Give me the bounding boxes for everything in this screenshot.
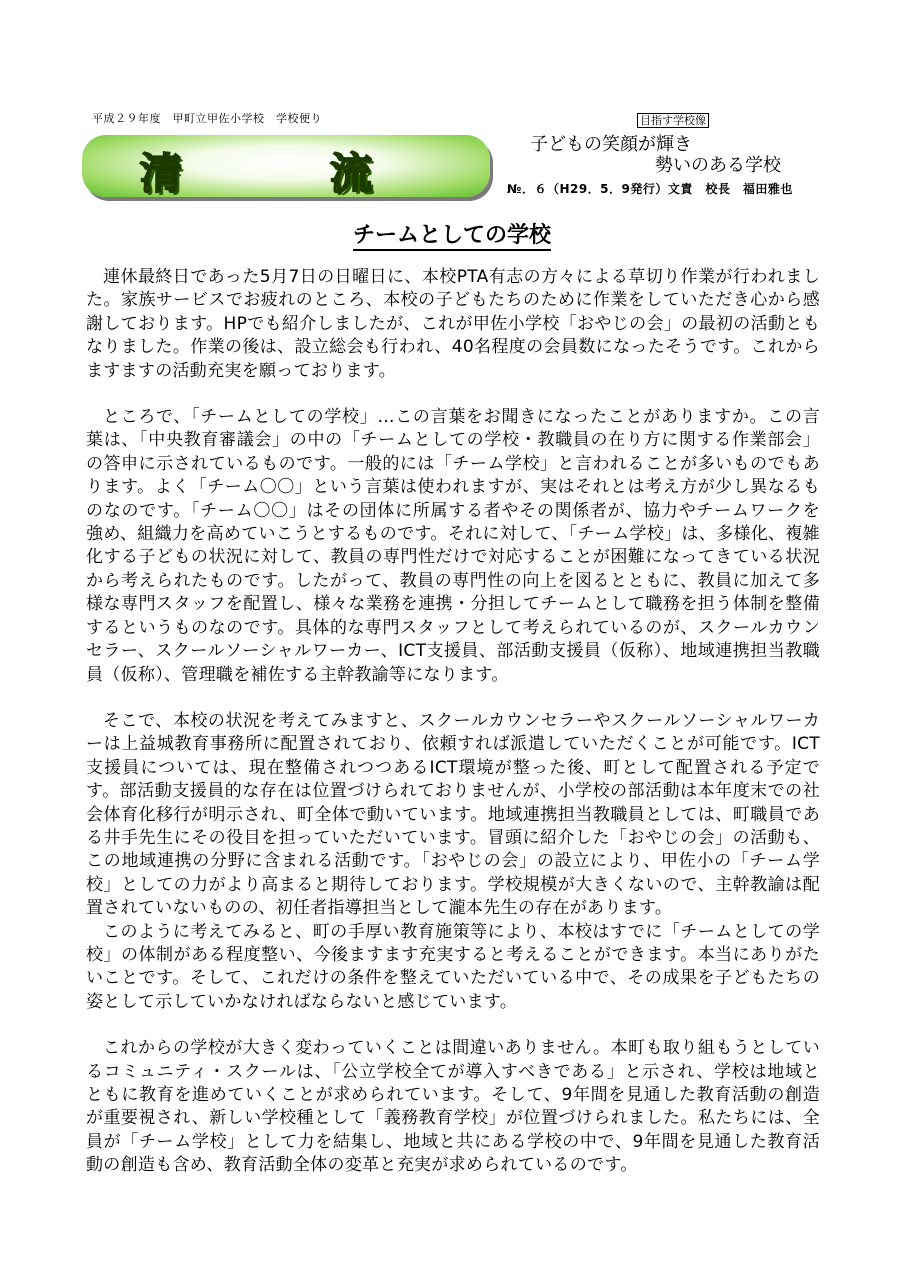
issue-info: №．６（H29．5．9発行）文責 校長 福田雅也 <box>507 182 793 196</box>
paragraph-3: そこで、本校の状況を考えてみますと、スクールカウンセラーやスクールソーシャルワーカーは上益城教育事務所に配置されており、依頼すれば派遣していただくことが可能です。ICT支援員については、現在整備されつつあるICT環境が整った後、町として配置される予定です。部活動支援員的な存在は位置づけられておりませんが、小学校の部活動は本年度末での社会体育化移行が明示され、町全体で動いています。地域連携担当教職員としては、町職員である井手先生にその役目を担っていただいています。冒頭に紹介した「おやじの会」の活動も、この地域連携の分野に含まれる活動です。「おやじの会」の設立により、甲佐小の「チーム学校」としての力がより高まると期待しております。学校規模が大きくないので、主幹教諭は配置されていないものの、初任者指導担当として瀧本先生の存在があります。 <box>86 710 820 919</box>
article-body <box>86 266 820 1178</box>
paragraph-2: ところで、「チームとしての学校」…この言葉をお聞きになったことがありますか。この言葉は、「中央教育審議会」の中の「チームとしての学校・教職員の在り方に関する作業部会」の答申に示されているものです。一般的には「チーム学校」と言われることが多いものでもあります。よく「チーム〇〇」という言葉は使われますが、実はそれとは考え方が少し異なるものなのです。「チーム〇〇」はその団体に所属する者やその関係者が、協力やチームワークを強め、組織力を高めていこうとするものです。それに対して、「チーム学校」は、多様化、複雑化する子どもの状況に対して、教員の専門性だけで対応することが困難になってきている状況から考えられたものです。したがって、教員の専門性の向上を図るとともに、教員に加えて多様な専門スタッフを配置し、様々な業務を連携・分担してチームとして職務を担う体制を整備するというものなのです。具体的な専門スタッフとして考えられているのが、スクールカウンセラー、スクールソーシャルワーカー、ICT支援員、部活動支援員（仮称）、地域連携担当教職員（仮称）、管理職を補佐する主幹教諭等になります。 <box>86 407 820 685</box>
newsletter-logo <box>82 135 490 197</box>
motto-line-1: 子どもの笑顔が輝き <box>530 134 692 155</box>
motto-label: 目指す学校像 <box>637 113 709 128</box>
logo-char-ryu: 流 <box>330 149 375 198</box>
paragraph-5: これからの学校が大きく変わっていくことは間違いありません。本町も取り組もうとしているコミュニティ・スクールは、「公立学校全てが導入すべきである」と示され、学校は地域とともに教育を進めていくことが求められています。そして、9年間を見通した教育活動の創造が重要視され、新しい学校種として「義務教育学校」が位置づけられました。私たちには、全員が「チーム学校」として力を結集し、地域と共にある学校の中で、9年間を見通した教育活動の創造も含め、教育活動全体の変革と充実が求められているのです。 <box>86 1038 820 1176</box>
paragraph-4: このように考えてみると、町の手厚い教育施策等により、本校はすでに「チームとしての学校」の体制がある程度整い、今後ますます充実すると考えることができます。本当にありがたいことです。そして、これだけの条件を整えていただいている中で、その成果を子どもたちの姿として示していかなければならないと感じています。 <box>86 921 820 1012</box>
paragraph-1: 連休最終日であった5月7日の日曜日に、本校PTA有志の方々による草切り作業が行われました。家族サービスでお疲れのところ、本校の子どもたちのために作業をしていただき心から感謝しております。HPでも紹介しましたが、これが甲佐小学校「おやじの会」の最初の活動ともなりました。作業の後は、設立総会も行われ、40名程度の会員数になったそうです。これからますますの活動充実を願っております。 <box>86 267 820 381</box>
article-title: チームとしての学校 <box>353 223 551 251</box>
logo-char-sei: 清 <box>140 149 185 198</box>
newsletter-meta: 平成２９年度 甲町立甲佐小学校 学校便り <box>92 112 322 125</box>
article-title-wrap <box>0 218 904 249</box>
motto-line-2: 勢いのある学校 <box>655 155 781 176</box>
